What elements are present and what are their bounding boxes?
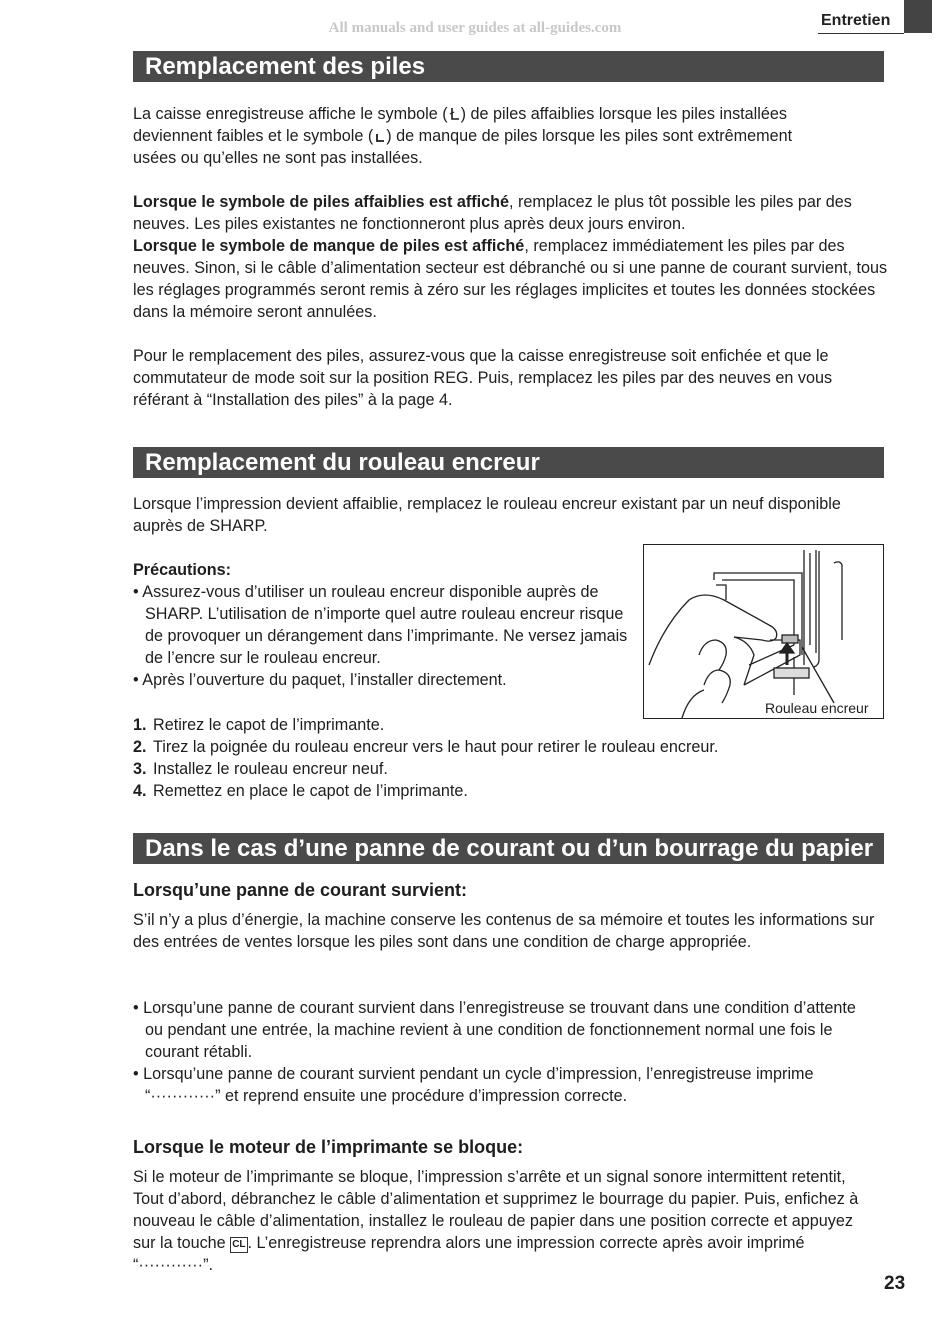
step-item: [133, 736, 718, 758]
no-battery-icon: [373, 129, 386, 143]
text-span: ) de manque de piles lorsque les piles sont extrêmement: [386, 127, 793, 145]
piles-paragraph-2: [133, 191, 888, 235]
text-span: Si le moteur de l’imprimante se bloque, l’impression s’arrête et un signal sonore intermittent retentit, Tout d’abord, débranchez le câble d’alimentation et supprimez le bourrage du papier. Puis, enfichez à nouveau le câble d’alimentation, installez le rouleau de papier dans une position correcte et appuyez sur la touche: [133, 1168, 859, 1252]
ink-roller-illustration: [643, 544, 884, 719]
figure-label: Rouleau encreur: [765, 700, 869, 716]
ink-roller-drawing: [644, 545, 883, 718]
text-span: . L’enregistreuse reprendra alors une impression correcte après avoir imprimé “············”.: [133, 1234, 805, 1274]
watermark: All manuals and user guides at all-guides.com: [328, 20, 622, 36]
precaution-item: • Assurez-vous d’utiliser un rouleau encreur disponible auprès de SHARP. L’utilisation de n’importe quel autre rouleau encreur risque de provoquer un dérangement dans l’imprimante. Ne versez jamais de l’encre sur le rouleau encreur.: [133, 583, 628, 667]
panne-paragraph: S’il n’y a plus d’énergie, la machine conserve les contenus de sa mémoire et toutes les informations sur des entrées de ventes lorsque les piles sont dans une condition de charge appropriée.: [133, 911, 875, 951]
moteur-paragraph: [133, 1166, 878, 1276]
step-number: 4.: [133, 782, 147, 800]
step-text: Installez le rouleau encreur neuf.: [153, 760, 388, 778]
heading-remplacement-rouleau: Remplacement du rouleau encreur: [133, 447, 884, 478]
step-text: Retirez le capot de l’imprimante.: [153, 716, 385, 734]
low-battery-icon: [448, 107, 461, 121]
section-tab-label: Entretien: [821, 12, 891, 29]
step-item: [133, 714, 384, 736]
text-span: deviennent faibles et le symbole (: [133, 127, 374, 145]
page-number: 23: [884, 1273, 906, 1294]
text-span: La caisse enregistreuse affiche le symbole (: [133, 105, 448, 123]
text-span: ) de piles affaiblies lorsque les piles installées: [460, 105, 787, 123]
piles-paragraph-4: Pour le remplacement des piles, assurez-vous que la caisse enregistreuse soit enfichée et que le commutateur de mode soit sur la position REG. Puis, remplacez les piles par des neuves en vous référant à “Installation des piles” à la page 4.: [133, 347, 833, 409]
step-text: Tirez la poignée du rouleau encreur vers le haut pour retirer le rouleau encreur.: [153, 738, 719, 756]
step-number: 1.: [133, 716, 147, 734]
step-number: 2.: [133, 738, 147, 756]
panne-bullet: • Lorsqu’une panne de courant survient dans l’enregistreuse se trouvant dans une condition d’attente ou pendant une entrée, la machine revient à une condition de fonctionnement normal une fois le courant rétabli.: [133, 999, 856, 1061]
text-span: , remplacez le plus tôt possible les piles par des neuves. Les piles existantes ne fonctionneront plus après deux jours environ.: [133, 193, 852, 233]
text-span: usées ou qu’elles ne sont pas installées.: [133, 149, 423, 167]
rouleau-intro: Lorsque l’impression devient affaiblie, remplacez le rouleau encreur existant par un neuf disponible auprès de SHARP.: [133, 495, 841, 535]
panne-bullet: • Lorsqu’une panne de courant survient pendant un cycle d’impression, l’enregistreuse imprime “············” et reprend ensuite une procédure d’impression correcte.: [133, 1065, 814, 1105]
precautions-title: Précautions:: [133, 561, 232, 579]
step-number: 3.: [133, 760, 147, 778]
piles-paragraph-1: [133, 103, 888, 169]
step-text: Remettez en place le capot de l’imprimante.: [153, 782, 468, 800]
subheading-panne-courant: Lorsqu’une panne de courant survient:: [133, 880, 468, 900]
step-item: [133, 780, 468, 802]
precaution-item: • Après l’ouverture du paquet, l’installer directement.: [133, 671, 507, 689]
step-item: [133, 758, 388, 780]
header-marker: [904, 0, 932, 33]
text-span: , remplacez immédiatement les piles par des neuves. Sinon, si le câble d’alimentation secteur est débranché ou si une panne de courant survient, tous les réglages programmés seront remis à zéro sur les réglages implicites et toutes les données stockées dans la mémoire seront annulées.: [133, 237, 888, 321]
section-tab: [818, 7, 904, 34]
bold-span: Lorsque le symbole de manque de piles est affiché: [133, 237, 525, 255]
subheading-moteur-bloque: Lorsque le moteur de l’imprimante se bloque:: [133, 1137, 524, 1157]
heading-remplacement-piles: Remplacement des piles: [133, 51, 884, 82]
bold-span: Lorsque le symbole de piles affaiblies est affiché: [133, 193, 510, 211]
piles-paragraph-3: [133, 235, 888, 323]
cl-key-icon: CL: [230, 1237, 247, 1253]
heading-panne-bourrage: Dans le cas d’une panne de courant ou d’un bourrage du papier: [133, 833, 884, 864]
